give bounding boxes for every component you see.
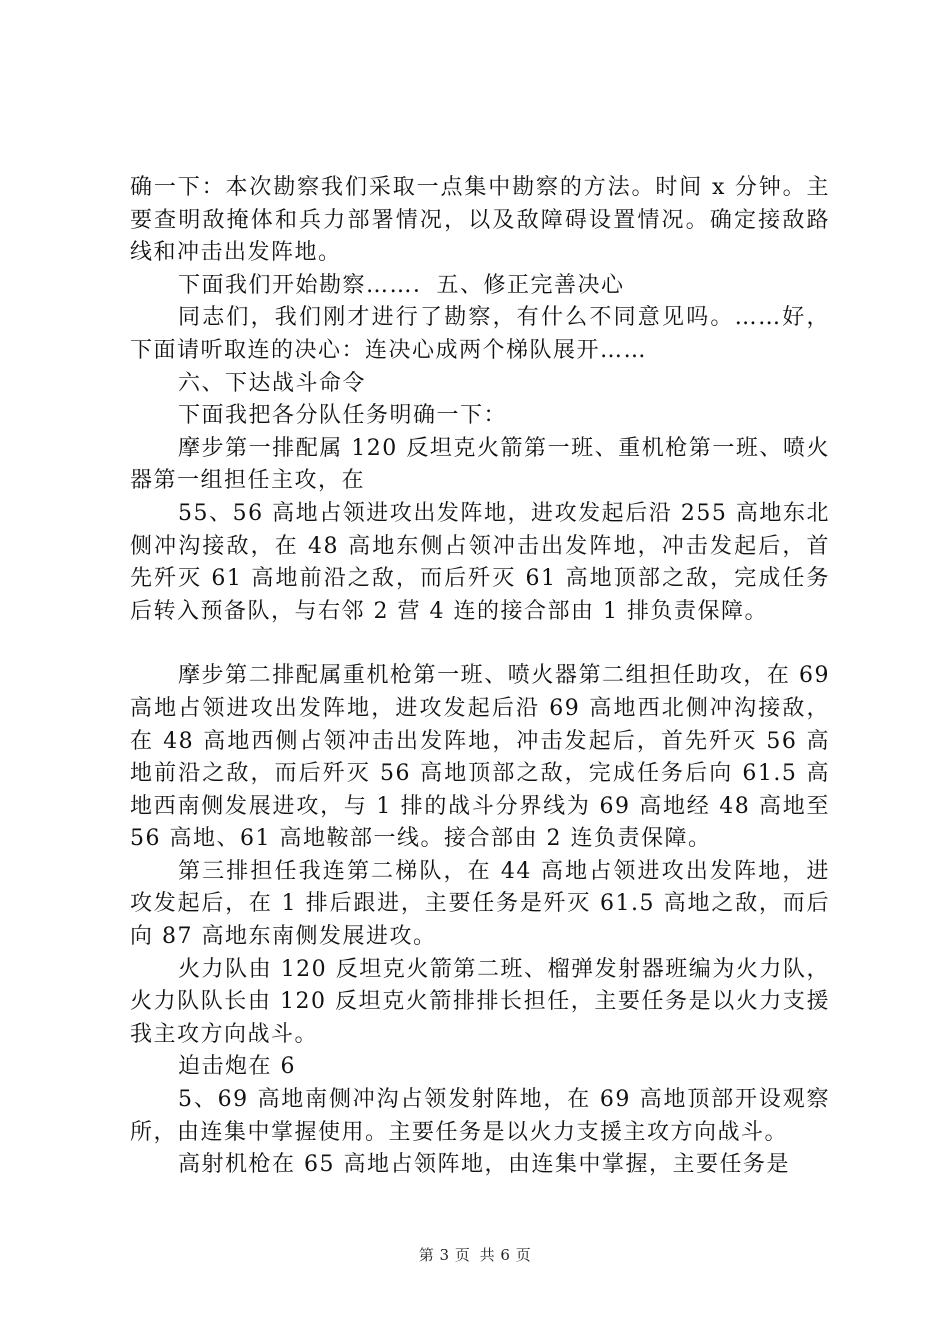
section-heading-combat-order: 六、下达战斗命令 [178, 370, 367, 396]
page-footer [0, 1244, 950, 1265]
paragraph-mortar-task: 5、69 高地南侧冲沟占领发射阵地，在 69 高地顶部开设观察所，由连集中掌握使用。主要任务是以火力支援主攻方向战斗。 [130, 1087, 830, 1145]
paragraph-assign-tasks: 下面我把各分队任务明确一下： [178, 403, 508, 429]
paragraph-company-decision: 同志们，我们刚才进行了勘察，有什么不同意见吗。……好，下面请听取连的决心：连决心成两个梯队展开…… [130, 305, 830, 363]
blank-line [130, 628, 830, 660]
paragraph-fire-team-task: 火力队由 120 反坦克火箭第二班、榴弹发射器班编为火力队，火力队队长由 120 反坦克火箭排排长担任，主要任务是以火力支援我主攻方向战斗。 [130, 956, 830, 1047]
paragraph-anti-aircraft-task: 高射机枪在 65 高地占领阵地，由连集中掌握，主要任务是 [178, 1152, 790, 1178]
paragraph-first-platoon-task: 55、56 高地占领进攻出发阵地，进攻发起后沿 255 高地东北侧冲沟接敌，在 48 高地东侧占领冲击出发阵地，冲击发起后，首先歼灭 61 高地前沿之敌，而后歼灭 61 高地顶部之敌，完成任务后转入预备队，与右邻 2 营 4 连的接合部由 1 排负责保障。 [130, 500, 830, 624]
paragraph-first-platoon-intro: 摩步第一排配属 120 反坦克火箭第一班、重机枪第一班、喷火器第一组担任主攻，在 [130, 435, 830, 494]
paragraph-survey-method: 确一下：本次勘察我们采取一点集中勘察的方法。时间 x 分钟。主要查明敌掩体和兵力部署情况，以及敌障碍设置情况。确定接敌路线和冲击出发阵地。 [130, 175, 830, 266]
paragraph-second-platoon-task: 摩步第二排配属重机枪第一班、喷火器第二组担任助攻，在 69 高地占领进攻出发阵地，进攻发起后沿 69 高地西北侧冲沟接敌，在 48 高地西侧占领冲击出发阵地，冲击发起后，首先歼灭 56 高地前沿之敌，而后歼灭 56 高地顶部之敌，完成任务后向 61.5 高地西南侧发展进攻，与 1 排的战斗分界线为 69 高地经 48 高地至 56 高地、61 高地鞍部一线。接合部由 2 连负责保障。 [130, 663, 830, 852]
paragraph-mortar-intro: 迫击炮在 6 [178, 1054, 296, 1080]
page-number: 第 3 页 [418, 1246, 471, 1264]
paragraph-begin-survey: 下面我们开始勘察……．五、修正完善决心 [178, 272, 625, 298]
paragraph-third-platoon-task: 第三排担任我连第二梯队，在 44 高地占领进攻出发阵地，进攻发起后，在 1 排后跟进，主要任务是歼灭 61.5 高地之敌，而后向 87 高地东南侧发展进攻。 [130, 858, 830, 950]
document-body [130, 172, 830, 1182]
page-total: 共 6 页 [479, 1246, 532, 1264]
